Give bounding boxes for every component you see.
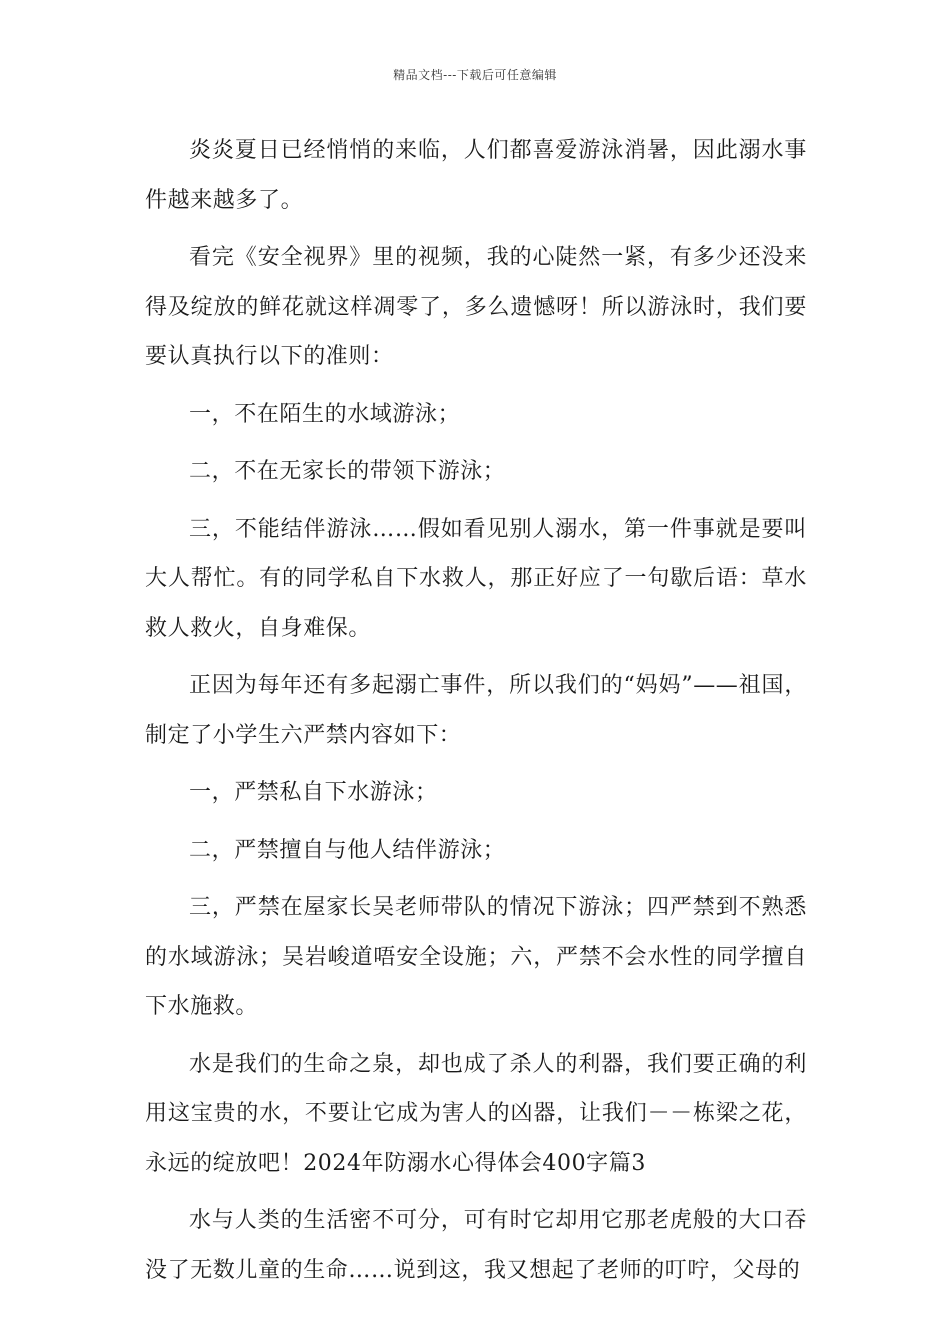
paragraph: 二，严禁擅自与他人结伴游泳；	[189, 837, 506, 863]
paragraph: 三，不能结伴游泳……假如看见别人溺水，第一件事就是要叫大人帮忙。有的同学私自下水救人，那正好应了一句歇后语：草水救人救火，自身难保。	[145, 516, 807, 641]
paragraph: 炎炎夏日已经悄悄的来临，人们都喜爱游泳消暑，因此溺水事件越来越多了。	[145, 138, 807, 213]
paragraph: 水与人类的生活密不可分，可有时它却用它那老虎般的大口吞没了无数儿童的生命……说到这，我又想起了老师的叮咛，父母的	[145, 1208, 807, 1283]
page-header: 精品文档---下载后可任意编辑	[393, 68, 557, 82]
paragraph: 看完《安全视界》里的视频，我的心陡然一紧，有多少还没来得及绽放的鲜花就这样凋零了，多么遗憾呀！所以游泳时，我们要要认真执行以下的准则：	[145, 245, 807, 369]
paragraph: 三，严禁在屋家长吴老师带队的情况下游泳；四严禁到不熟悉的水域游泳；吴岩峻道唔安全设施；六，严禁不会水性的同学擅自下水施救。	[145, 895, 807, 1019]
paragraph: 一，严禁私自下水游泳；	[189, 780, 438, 805]
paragraph: 二，不在无家长的带领下游泳；	[189, 459, 506, 484]
document-body	[145, 126, 807, 1303]
paragraph: 正因为每年还有多起溺亡事件，所以我们的“妈妈”——祖国，制定了小学生六严禁内容如下：	[145, 673, 807, 748]
paragraph: 一，不在陌生的水域游泳；	[189, 401, 461, 427]
paragraph: 水是我们的生命之泉，却也成了杀人的利器，我们要正确的利用这宝贵的水，不要让它成为害人的凶器，让我们－－栋梁之花，永远的绽放吧！2024年防溺水心得体会400字篇3	[145, 1051, 807, 1176]
